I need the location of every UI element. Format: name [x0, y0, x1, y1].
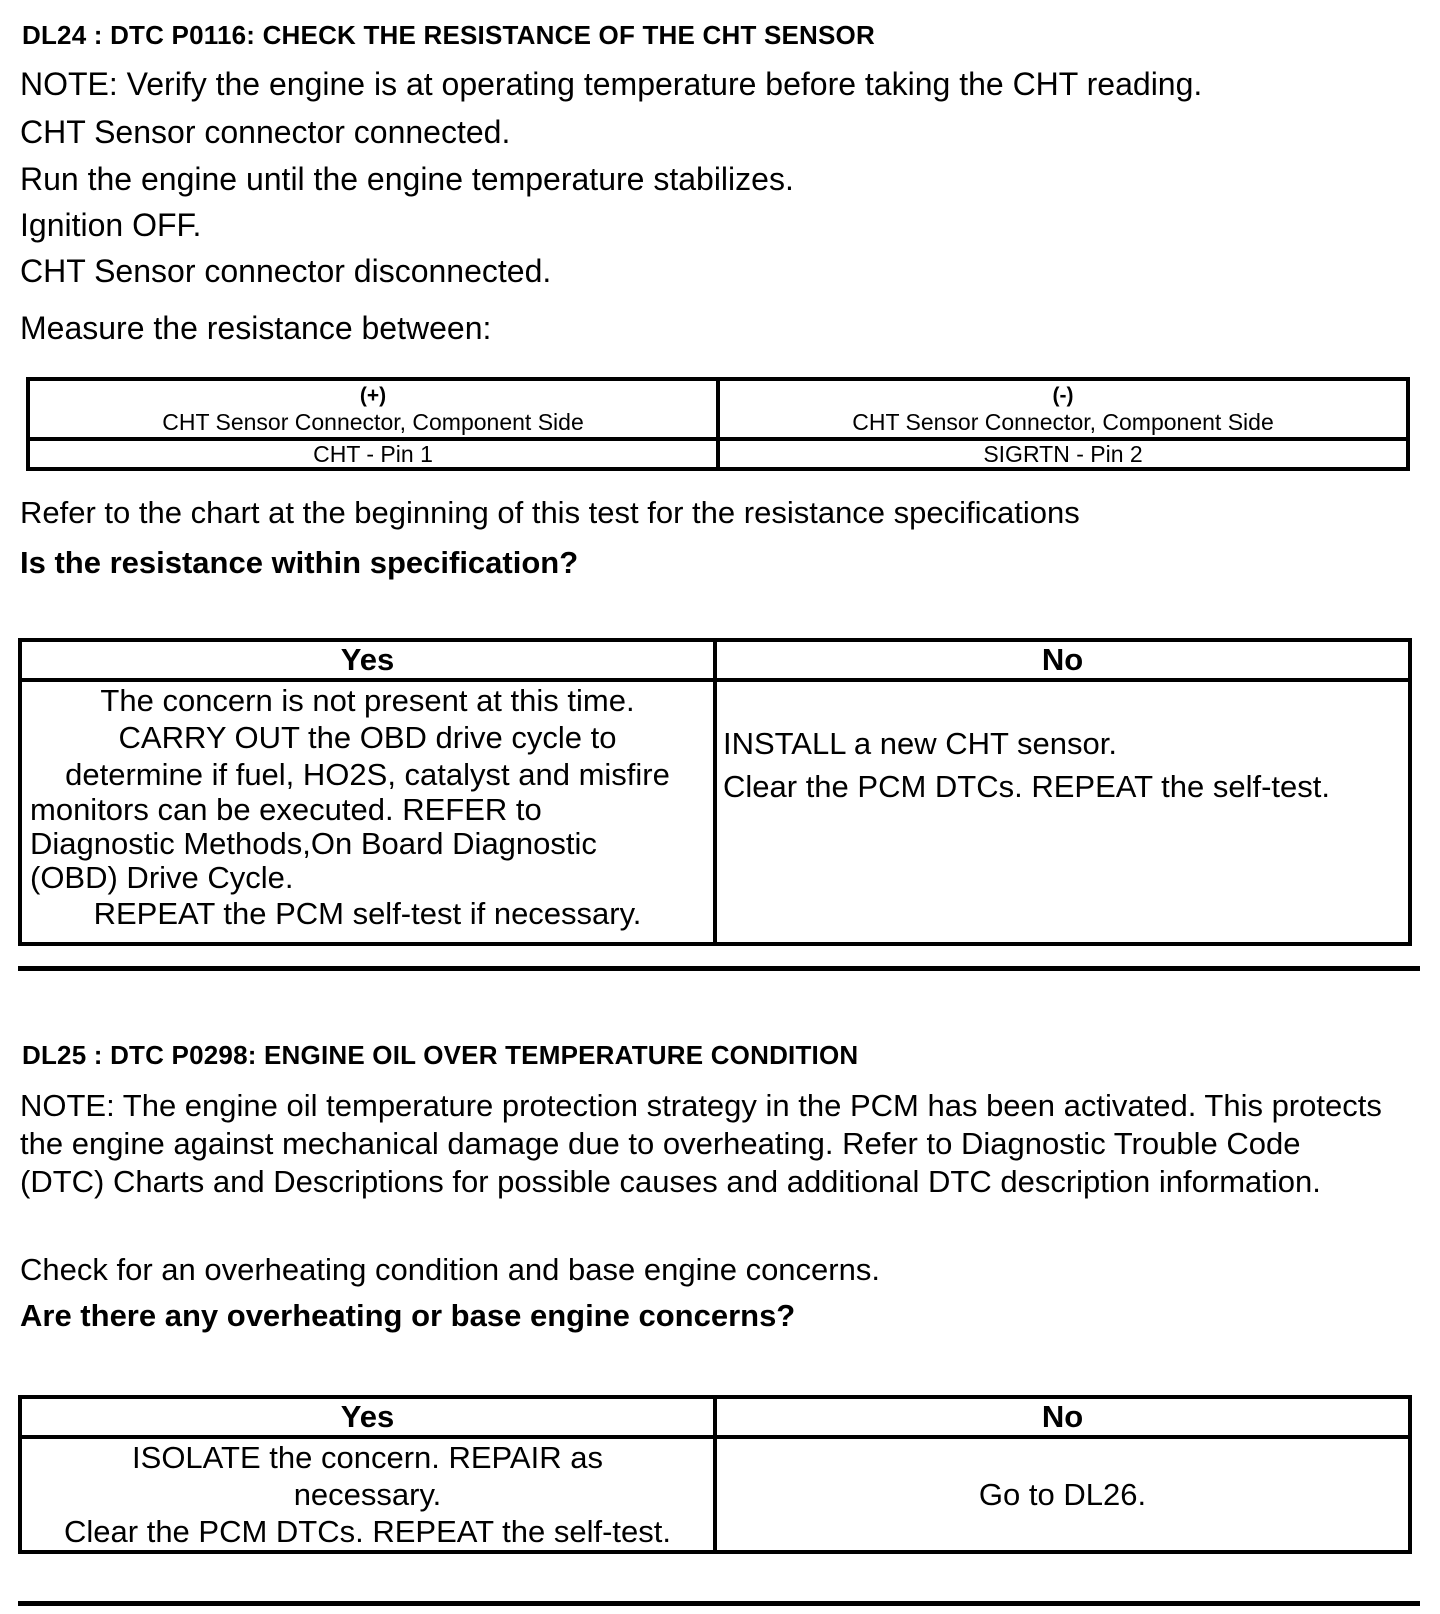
dl25-yes-line-2: necessary. — [293, 1477, 442, 1512]
dl25-note: NOTE: The engine oil temperature protection strategy in the PCM has been activated. This protects the engine against mechanical damage due to overheating. Refer to Diagnostic Trouble Code (DTC) Charts and Descriptions for possible causes and additional DTC description information. — [20, 1088, 1382, 1199]
dl25-yes-line-1: ISOLATE the concern. REPAIR as — [132, 1440, 603, 1475]
dl24-title: DL24 : DTC P0116: CHECK THE RESISTANCE OF THE CHT SENSOR — [22, 20, 875, 50]
dl24-step-1: CHT Sensor connector connected. — [20, 114, 511, 150]
measure-pos-header: CHT Sensor Connector, Component Side — [162, 409, 584, 435]
measure-neg-sign: (-) — [1052, 384, 1074, 407]
dl24-yes-line-1: The concern is not present at this time. — [100, 683, 635, 718]
dl24-yes-line-6: (OBD) Drive Cycle. — [30, 860, 294, 895]
measure-neg-header-cell — [718, 379, 1408, 439]
measure-table-value-row — [28, 439, 1408, 469]
dl25-yes-header: Yes — [20, 1397, 715, 1437]
dl25-question: Are there any overheating or base engine concerns? — [20, 1298, 796, 1333]
measure-neg-header: CHT Sensor Connector, Component Side — [852, 409, 1274, 435]
dl25-yes-cell — [20, 1437, 715, 1552]
dl24-result-table — [18, 638, 1412, 946]
dl24-yes-line-7: REPEAT the PCM self-test if necessary. — [93, 896, 642, 931]
section-divider-2 — [18, 1601, 1420, 1606]
dl24-no-header: No — [715, 640, 1410, 680]
dl24-note: NOTE: Verify the engine is at operating temperature before taking the CHT reading. — [20, 66, 1203, 102]
dl24-no-line-1: INSTALL a new CHT sensor. — [723, 726, 1117, 761]
dl24-question: Is the resistance within specification? — [20, 545, 579, 580]
dl24-yes-line-2: CARRY OUT the OBD drive cycle to — [118, 720, 617, 755]
dl24-yes-header: Yes — [20, 640, 715, 680]
measure-pos-header-cell — [28, 379, 718, 439]
dl24-result-header-row — [20, 640, 1410, 680]
dl24-yes-line-4: monitors can be executed. REFER to — [30, 792, 542, 827]
dl24-no-line-2: Clear the PCM DTCs. REPEAT the self-test. — [723, 769, 1330, 804]
section-divider-1 — [18, 966, 1420, 971]
dl25-result-header-row — [20, 1397, 1410, 1437]
dl25-yes-line-3: Clear the PCM DTCs. REPEAT the self-test. — [64, 1514, 671, 1549]
dl25-title: DL25 : DTC P0298: ENGINE OIL OVER TEMPERATURE CONDITION — [22, 1040, 859, 1070]
measure-pos-value: CHT - Pin 1 — [28, 439, 718, 469]
dl24-result-body-row — [20, 680, 1410, 944]
dl24-step-4: CHT Sensor connector disconnected. — [20, 253, 552, 289]
measure-table-header-row — [28, 379, 1408, 439]
dl25-result-body-row — [20, 1437, 1410, 1552]
dl24-yes-cell — [20, 680, 715, 944]
dl25-result-table — [18, 1395, 1412, 1554]
dl24-refer: Refer to the chart at the beginning of this test for the resistance specifications — [20, 495, 1080, 530]
dl24-yes-line-3: determine if fuel, HO2S, catalyst and misfire — [65, 757, 670, 792]
dl24-no-cell — [715, 680, 1410, 944]
measure-table — [26, 377, 1410, 471]
measure-pos-sign: (+) — [359, 384, 387, 407]
dl24-step-3: Ignition OFF. — [20, 207, 202, 243]
dl24-step-2: Run the engine until the engine temperature stabilizes. — [20, 161, 794, 197]
dl25-check: Check for an overheating condition and base engine concerns. — [20, 1252, 880, 1287]
dl25-no-header: No — [715, 1397, 1410, 1437]
dl24-yes-line-5: Diagnostic Methods,On Board Diagnostic — [30, 826, 597, 861]
dl24-measure-label: Measure the resistance between: — [20, 310, 492, 346]
dl25-no-text: Go to DL26. — [715, 1437, 1410, 1552]
measure-neg-value: SIGRTN - Pin 2 — [718, 439, 1408, 469]
